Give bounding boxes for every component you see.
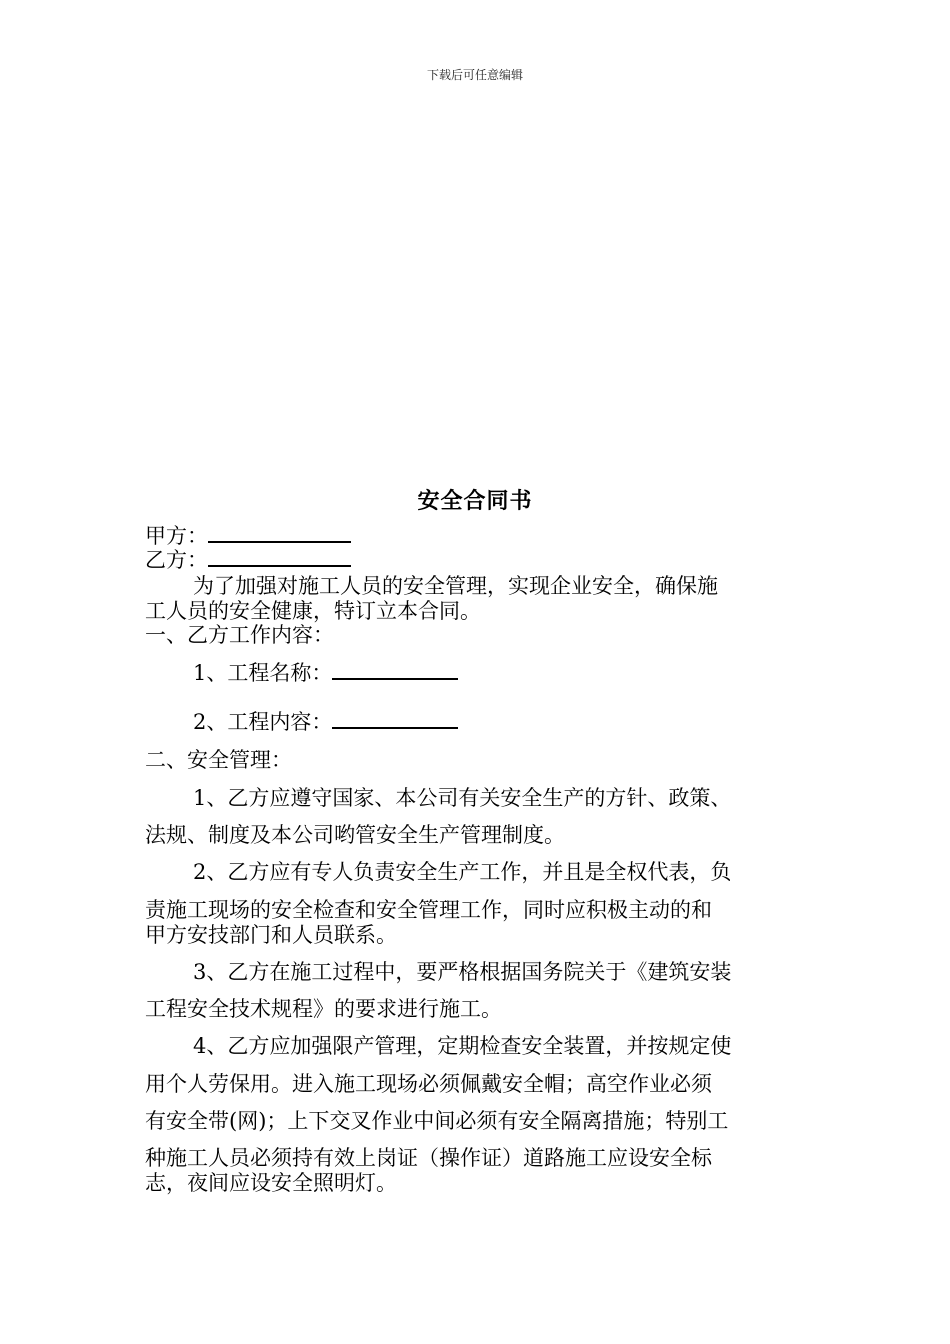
clause2-line-1: 2、乙方应有专人负责安全生产工作，并且是全权代表，负 <box>193 860 732 884</box>
party-b-blank <box>208 547 351 567</box>
party-a-label: 甲方： <box>145 524 208 548</box>
project-name-label: 1、工程名称： <box>193 661 333 685</box>
clause1-line-2: 法规、制度及本公司哟管安全生产管理制度。 <box>145 823 565 847</box>
clause3-line-1: 3、乙方在施工过程中，要严格根据国务院关于《建筑安装 <box>193 960 732 984</box>
clause2-line-3: 甲方安技部门和人员联系。 <box>145 923 397 947</box>
project-content-line <box>193 709 810 735</box>
section2-heading: 二、安全管理： <box>145 748 292 772</box>
clause4-line-3: 有安全带(网)；上下交叉作业中间必须有安全隔离措施；特别工 <box>145 1109 729 1133</box>
clause4-line-1: 4、乙方应加强限产管理，定期检查安全装置，并按规定使 <box>193 1034 732 1058</box>
project-name-line <box>193 660 810 686</box>
project-name-blank <box>332 660 458 680</box>
party-b-line <box>145 547 810 573</box>
project-content-blank <box>332 709 458 729</box>
clause2-line-2: 责施工现场的安全检查和安全管理工作，同时应积极主动的和 <box>145 898 712 922</box>
clause1-line-1: 1、乙方应遵守国家、本公司有关安全生产的方针、政策、 <box>193 786 732 810</box>
project-content-label: 2、工程内容： <box>193 710 333 734</box>
party-b-label: 乙方： <box>145 548 208 572</box>
party-a-blank <box>208 523 351 543</box>
header-note: 下载后可任意编辑 <box>426 68 523 82</box>
intro-line-1: 为了加强对施工人员的安全管理，实现企业安全，确保施 <box>193 574 718 598</box>
clause4-line-2: 用个人劳保用。进入施工现场必须佩戴安全帽；高空作业必须 <box>145 1072 712 1096</box>
clause4-line-5: 志，夜间应设安全照明灯。 <box>145 1171 397 1195</box>
clause3-line-2: 工程安全技术规程》的要求进行施工。 <box>145 997 502 1021</box>
section1-heading: 一、乙方工作内容： <box>145 623 334 647</box>
clause4-line-4: 种施工人员必须持有效上岗证（操作证）道路施工应设安全标 <box>145 1146 712 1170</box>
party-a-line <box>145 523 810 549</box>
intro-line-2: 工人员的安全健康，特订立本合同。 <box>145 599 481 623</box>
document-title: 安全合同书 <box>417 488 533 514</box>
